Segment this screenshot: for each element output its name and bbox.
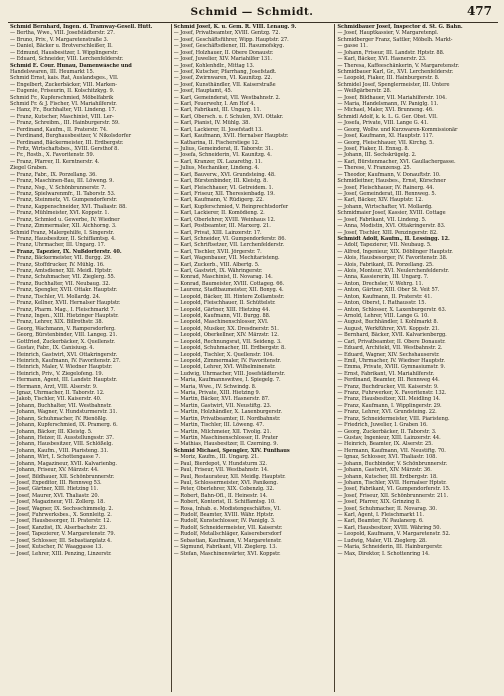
directory-entry: — Josef, Fiaker, II. Ennsg. 8. (337, 146, 410, 153)
directory-entry: — Rudolf, Metallschläger, Kaiserebersdorf (173, 531, 282, 538)
directory-entry: — Konrad, Baumeister, XVIII. Cottageg. 66. (173, 280, 285, 287)
directory-entry: — Bertha, Wwe., VIII. Josefstädterstr. 27. (10, 30, 115, 37)
directory-entry: — Georg, Wollw. und Kurzwaren-Kommissionär (337, 126, 458, 133)
directory-entry: — Julius, Gemeinderat, II. Taborstr. 31. (173, 146, 273, 153)
directory-entry: — Johann, Schuhmacher, IV. Rienößlg. (10, 415, 108, 422)
directory-entry: — Michael, Maler, XVI. Brunneng. 46. (337, 107, 434, 114)
directory-entry: — Alfred, Ingenieur, XIX. Döblinger Hauptstr. (337, 248, 453, 255)
directory-entry: — Johann, Wagner, V. Hundsturmerstr. 31. (10, 409, 118, 416)
directory-entry: — Martin, Maschinenschlosser, II. Prater (173, 435, 278, 441)
directory-entry: — Josefa, Private, VIII. Lange G. 41. (337, 120, 429, 127)
directory-entry: — Weißgärberstr. 28. (337, 88, 392, 95)
directory-entry: — Eduard, Schneider, VIII. Lerchenfelderstr. (10, 56, 124, 63)
directory-entry: — Leopold, Gärtner, XIII. Hietzing 44. (173, 306, 271, 313)
directory-entry: — Franz, Pharm. Mag., I. Fleischmarkt 7. (10, 306, 116, 313)
directory-entry: — Leopold, Kaufmann, V. Margaretenstr. 52. (337, 531, 451, 538)
directory-entry: — Johann, Kutscher, III. Erdbergstr. 18. (337, 473, 438, 480)
directory-entry: — Karl, Obersch. u. f. Schulen, XVI. Ottakr. (173, 113, 284, 120)
directory-entry: — Franz, Schneidermeister, VIII. Piaristeng. (337, 415, 450, 422)
directory-entry: — Johann, Gastwirt, XIV. Märzstr. 36. (337, 467, 432, 474)
directory-entry: — Leopold, Maschinenschlosser, XVI. (173, 319, 269, 326)
directory-entry: — Ferdinand, Bäckermeister, III. Erdbergstr. (10, 139, 124, 146)
directory-entry: — Johann, Wirtschafter, VI. Mollardg. (337, 203, 433, 210)
directory-entry: — Johann, Hausbesitzer, VIII. Schlößelg. (10, 441, 113, 448)
directory-entry: — Georg, Bürstenbinder, VIII. Langeg. 21. (10, 332, 118, 339)
directory-entry: — Franz, Schuhmacher, VII. Zieglerg. 55. (10, 274, 116, 281)
directory-entry: — Georg, Fleischhauer, VII. Kirchg. 5. (337, 139, 434, 146)
directory-entry: — Ferdinand, Burghausbesitzer, V. Nikolsdorfer (10, 133, 132, 140)
directory-entry: — Rudolf, Beamter, XVIII. Währ. Hptstr. (173, 512, 274, 519)
directory-entry: — Josef, Privatbeamter, XVIII. Gentzg. 72. (173, 30, 281, 37)
directory-entry: — Fr., Rostb., X. Favoritenstr. 59. (10, 152, 95, 159)
directory-entry: — Josef, Pfarrer, XIX. Grinzing 8. (337, 499, 421, 506)
directory-entry: — Josef, Fabrikant, VII. Lindeng. 5. (337, 216, 427, 223)
directory-entry: — Josef, Magazineur, VII. Zollerg. 18. (10, 499, 105, 506)
directory-entry: Ziegel Graben. (10, 165, 48, 172)
directory-entry: — Ernst, Fabrikant, VI. Mariahilferstr. (337, 370, 434, 377)
header-rule (8, 22, 498, 23)
directory-entry: — Franz, Ingen., XIII. Hietzinger Hauptstr. (10, 312, 119, 319)
directory-entry: — Paul, Bierdepot, V. Hundsturm 32. (173, 460, 267, 467)
directory-entry: — Josef, Kunsthändler, VII. Kaiserstraße (173, 81, 276, 88)
directory-entry: — Franz, Buchdrucker, VII. Kaiserstr. 9. (337, 383, 439, 390)
directory-entry: — Josef, Friseur, XII. Schönbrunnerstr. 211. (337, 492, 449, 499)
directory-entry: — Franz, Schmied u. Gewerbe, IV. Wiedner (10, 216, 120, 223)
directory-entry: — Leopold, Fiaker, III. Hainburgerstr. 8. (337, 75, 440, 82)
directory-entry: — Leopold, Musiker, XX. Dresdnerstr. 51. (173, 325, 279, 332)
directory-entry: — Josef, Hauptkassier, V. Margaretenpl. (337, 30, 439, 37)
directory-entry: — Karl, Kaufmann, XVII. Hernalser Hauptstr. (173, 133, 289, 140)
directory-entry: — Josef, Lehrer, XIII. Penzing, Linzerstr. (10, 550, 112, 557)
directory-entry: — Karl, Postbeamter, III. Marxerg. 21. (173, 223, 271, 230)
directory-entry: — Eduard, Architekt, VII. Westbahnstr. 2. (337, 345, 443, 352)
directory-entry: — Johann, Kupferschmied, IX. Pramerg. 6. (10, 422, 118, 429)
directory-entry: — Gottfried, Zuckerbäcker, X. Quellenstr. (10, 338, 115, 345)
directory-entry: — Josef, Schlosser, III. Sebastianplatz 4. (10, 537, 112, 544)
directory-entry: — Karl, Beamter, IV. Paulanerg. 6. (337, 518, 424, 525)
directory-entry: — Maria, Wwe., IV. Schwindg. 8. (173, 383, 257, 390)
directory-entry: — Paul, Schlossermeister, XVI. Panikeng. (173, 479, 278, 486)
directory-entry: Schmidt Adolf, Kaufm., II. Lessingg. 12. (337, 235, 450, 242)
directory-entry: — Daniel, Bäcker u. Brotverschleißer, II. (10, 43, 113, 50)
directory-entry: — Johann, Tischler, XVII. Hernalser Hptstr. (337, 479, 447, 486)
directory-entry: — Hermann, Kaufmann, VII. Neustiftg. 70. (337, 447, 446, 454)
directory-entry: — Johann, Heizer, II. Ausstellungsstr. 37. (10, 435, 114, 441)
directory-entry: — Eduard, Wagner, XIV. Sechshauserstr. (337, 351, 440, 358)
directory-entry: — Leopold, Schuhmacher, III. Erdbergstr. 8. (173, 345, 286, 352)
directory-entry: — Paul, Friseur, VII. Westbahnstr. 14. (173, 467, 269, 474)
directory-entry: — Franz, Maschinen-Bau, III. Löweng. 9. (10, 178, 114, 185)
directory-entry: — Robert, Kontorist, II. Schiffamtsg. 10. (173, 499, 276, 506)
directory-entry: — Josef, Kaufmann, XI. Hauptstr. 117. (337, 133, 434, 140)
directory-entry: Schmidl Adolf, k. k. L. G. Ger. Obst. VII. (337, 113, 438, 120)
directory-entry: — Maria, Kaufmannswitwe, I. Spiegelg. 7. (173, 377, 281, 384)
directory-entry: — Moriz, Kaufm., III. Ungarg. 21. (173, 454, 259, 461)
directory-entry: — Emil, Uhrmacher, IV. Wiedner Hauptstr. (337, 357, 445, 364)
directory-entry: — Franz, Hausbesitzer, XII. Meidling 14. (337, 396, 441, 403)
directory-entry: — Hanz, Fr., Buchhalter, VII. Lindeng. 17. (10, 107, 117, 114)
directory-entry: — Josef, Hauptamt, 45. (173, 88, 233, 95)
directory-entry: — Josef, Wagner, IX. Sechsschimmelg. 2. (10, 505, 114, 512)
directory-entry: — Therese, V. Franzensg. 25. (337, 165, 412, 172)
directory-entry: — Karl, Bäcker, XVI. Hasnerstr. 23. (337, 56, 427, 63)
directory-entry: — Franz, Hausbesitzer, II. Schiffamtsg. 4. (10, 235, 116, 242)
directory-entry: — Karl, Kupferschmied, V. Reinprechtsdorfer (173, 203, 289, 210)
directory-entry: Schmid Bernhard, Ingen. d. Tramway-Gesell. Hütt. (10, 24, 153, 30)
directory-entry: — Karl, Friseur, XII. Theresienbadg. 19. (173, 190, 275, 197)
directory-entry: — Karl, Kranzer, IX. Lazarethg. 11. (173, 158, 263, 165)
directory-entry: — Franz, Fabr., IX. Porzellang. 36. (10, 171, 97, 178)
directory-entry: — Eugenie, Friseurin, II. Kolschitzkyg. 9. (10, 88, 115, 95)
directory-entry: — Ludwig, Uhrmacher, VIII. Josefstädterstr. (173, 370, 285, 377)
directory-entry: — Josef, Hausbesorger, II. Praterstr. 12. (10, 518, 112, 525)
directory-entry: — Hermann, Agent, III. Landstr. Hauptstr. (10, 377, 117, 384)
directory-entry: — Josef, Tischler, XIII. Penzingerstr. 82. (337, 229, 438, 236)
directory-entry: — Karl, Fleischhauer, VI. Getreidem. 1. (173, 184, 274, 191)
column-2 (171, 24, 335, 692)
directory-entry: — Ludwig, Maler, VII. Zieglerg. 28. (337, 537, 427, 544)
directory-entry: — Ferdinand, Beamter, III. Rennweg 44. (337, 377, 440, 384)
directory-entry: — Josef, Gemeinderat, III. Rennweg. 5. (337, 190, 437, 197)
directory-entry: — gasse 11. (337, 43, 368, 50)
directory-entry: — August, Buchhändler, I. Kohlmarkt 8. (337, 319, 439, 326)
directory-entry: — Georg, Zuckerbäcker, II. Taborstr. 3. (337, 428, 437, 435)
directory-entry: — Leopold, Oberkellner, XIV. Märzstr. 12. (173, 332, 279, 339)
directory-entry: — Martin, Privatbeamter, II. Nordbahnstr. (173, 415, 281, 422)
directory-entry: — Konrad, Maschinist, II. Novarag. 14. (173, 274, 273, 281)
directory-entry: — Martin, Holzhändler, X. Laxenburgerstr. (173, 409, 282, 416)
directory-entry: Schmid Fr., Kupferschmied, Möbelfabrik (10, 94, 114, 101)
directory-entry: — Martin, Gastwirt, VII. Neustiftg. 23. (173, 402, 272, 409)
directory-entry: — Johann, Buchhalter, VII. Westbahnstr. (10, 402, 112, 409)
directory-entry: — Stefan, Maschinenwärter, XVI. Koppstr. (173, 550, 281, 557)
directory-entry: — Josef, Fleischhauer, IV. Rainerg. 44. (337, 184, 435, 191)
directory-entry: — Leopold, Rechnungsrat, VII. Seideng. 3. (173, 338, 282, 345)
directory-entry: — Johann, Friseur, III. Landstr. Hptstr. 88. (337, 49, 445, 56)
directory-entry: — Max, Direktor, I. Schottenring 14. (337, 550, 430, 557)
directory-entry: Schmidleitner, Hausbes., Ernst, Kürschner (337, 178, 446, 185)
directory-entry: — Karl, Lackierer, II. Komödieng. 2. (173, 210, 265, 217)
directory-entry: — Franz, Uhrmacher, III. Ungarg. 17. (10, 242, 106, 249)
directory-entry: — Johann, Wirt, I. Schottengasse 7. (10, 454, 101, 461)
directory-entry: — Heinrich, Beamter, IX. Alserstr. 25. (337, 441, 433, 448)
directory-entry: — Carl, Privatbeamter, II. Obere Donaustr. (337, 338, 446, 345)
directory-entry: — Franz, Lehrer, XVI. Grundsteing. 22. (337, 409, 437, 416)
directory-entry: — Franz, Steinmetz, VI. Gumpendorferstr. (10, 197, 118, 204)
directory-entry: — Karl, Wagenbauer, VII. Mechitaristeng. (173, 255, 280, 262)
directory-entry: — Leopold, Bäcker, III. Hintere Zollamtsstr. (173, 293, 285, 300)
directory-entry: — Franz, Spielwarenmfr., II. Taborstr. 53. (10, 190, 116, 197)
directory-entry: — Heinrich, Maler, V. Wiedner Hauptstr. (10, 364, 113, 371)
directory-entry: — Karl, Oberlehrer, XVIII. Weinhaus 12. (173, 216, 276, 223)
directory-entry: — Franz, Tischler, VI. Mollardg. 24. (10, 293, 101, 300)
directory-entry: — Karl, Schneider, VI. Gumpendorferstr. 86. (173, 235, 286, 242)
directory-entry: — Ferdinand, Kaufm., II. Praterstr. 74. (10, 126, 108, 133)
directory-entry: — Peter, Oberlehrer, XIX. Cobenzlg. 32. (173, 486, 275, 493)
directory-entry: — Franz, Kaufmann, I. Wipplingerstr. 29. (337, 402, 442, 409)
directory-entry: — Paul, Restaurateur, XII. Meidlg. Hauptstr. (173, 473, 286, 480)
directory-entry: — Engelbert, Zuckerbäcker, VIII. Marken- (10, 81, 117, 88)
running-head: Schmid — Schmidt. (190, 6, 314, 18)
directory-entry: — Johann, Bäcker, III. Kleistg. 5. (10, 428, 93, 435)
directory-entry: — Emma, Private, XVIII. Gymnasiumstr. 9. (337, 364, 446, 371)
directory-entry: — Ignaz, Uhrmacher, II. Taborstr. 12. (10, 390, 105, 397)
directory-entry: — Josef, Fabrikant, VI. Gumpendorferstr. 15. (337, 486, 451, 493)
directory-entry: — Karl, Hausbesitzer, XVIII. Währing 50. (337, 524, 441, 531)
directory-entry: — Maria, Private, XIII. Hietzing 9. (173, 390, 261, 397)
directory-entry: — Heinrich, Priv., V. Ziegelofeng. 19. (10, 370, 104, 377)
directory-entry: — Karl, Privat, XIII. Lainzerstr. 17. (173, 229, 262, 236)
directory-entry: — Theodor, Kaufmann, V. Donauftstr. 10. (337, 171, 441, 178)
directory-entry: Schmid E. Cour. Hunau, Damenwäsche und (10, 62, 132, 69)
directory-entry: — Leopold, Lehrer, XVI. Wilhelminenstr. (173, 364, 276, 371)
directory-entry: — Franz, Kappenschneider, XVI. Thaliastr. 88. (10, 203, 127, 210)
directory-entry: — Adolf, Tapezierer, VII. Neubaug. 5. (337, 242, 432, 249)
directory-entry: Schmid Josef, K. u. Gem. R. VIII. Lenaug. 9. (173, 24, 297, 30)
directory-entry: — Bernhard, Bäcker, XVII. Kalvarienbergg. (337, 332, 447, 339)
directory-entry: — Laurenz, Stadtbaumeister, XII. Bonyg. 4. (173, 287, 284, 294)
directory-entry: Handelswaren, III. Heumarkt 15. (10, 68, 95, 75)
directory-entry: — Franz, Amtsdiener, XII. Meidl. Hptstr. (10, 268, 113, 275)
directory-entry: Schmid Franz, Malergehilfe, I. Singerstr. (10, 229, 114, 236)
directory-entry: — Karl, Bäcker, XIV. Hauptstr. 12. (337, 197, 423, 204)
directory-entry: — Maria, Schneiderin, III. Hainburgerstr. (337, 544, 443, 551)
directory-entry: — Anna, Kassiererin, III. Ungarg. 7. (337, 274, 429, 281)
directory-entry: — Karl, Kaufmann, V. Rüdigerg. 22. (173, 197, 264, 204)
directory-entry: — Anna, Modistin, XVI. Ottakringerstr. 83. (337, 223, 446, 230)
directory-entry: — Anton, Kaufmann, II. Praterstr. 41. (337, 293, 433, 300)
directory-entry: — Franz, Stoffdrucker, IV. Mühlg. 16. (10, 261, 105, 268)
directory-entry: — Johann, Kaufm., VIII. Piaristeng. 31. (10, 447, 109, 454)
directory-entry: — Karl, Lackierer, II. Josefstadt 13. (173, 126, 263, 133)
directory-entry: — Franz, Zimmermaler, XII. Aichhorng. 3. (10, 223, 117, 230)
directory-entry: — Karl, Bauverw., XVI. Grundsteing. 48. (173, 171, 276, 178)
directory-entry: — Johann, Friseur, XV. Märzstr. 44. (10, 467, 99, 474)
directory-entry: — Franz, Lehrer, XIX. Billrothstr. 38. (10, 319, 104, 326)
directory-entry: — Johann, Magazineur, XVII. Kalvarienbg. (10, 460, 117, 467)
directory-entry: — Julius, Mechaniker, Lindeng. 4. (173, 165, 260, 172)
directory-entry: — Karl, Tischler, XVII. Jörgerstr. 7. (173, 248, 262, 255)
directory-entry: — Karl, Zuckerb., VIII. Albertg. 5. (173, 261, 260, 268)
directory-entry: Schmid Michael, Spengler, XIV. Fünfhaus (173, 447, 290, 454)
directory-entry: — Anton, Schlosser, X. Laxenburgerstr. 63. (337, 306, 447, 313)
directory-entry: — Friedrich, Juwelier, I. Graben 16. (337, 422, 428, 429)
directory-entry: — Rudolf, Kunstschlosser, IV. Paniglg. 3. (173, 518, 276, 525)
directory-entry: — Martin, Tischler, III. Löweng. 47. (173, 422, 264, 429)
directory-entry: — Sigmund, Fabrikant, VII. Zieglerg. 13. (173, 544, 277, 551)
directory-entry: — Katharina, II. Fischerstiege 12. (173, 139, 260, 146)
directory-entry: — Anton, Drechsler, V. Wehrg. 11. (337, 280, 424, 287)
directory-entry: — Theresa, Kaffeeschänkerin, V. Margaretenstr. (337, 62, 460, 69)
directory-entry: Schmidbauer Karl, Gr., XVI. Lerchenfelderstr. (337, 68, 454, 75)
directory-entry: — Martin, Milchmeier, XII. Tivolig. 21. (173, 428, 272, 435)
directory-entry: — Josef, Juwelier, XIV. Mariahilfer 131. (173, 56, 272, 63)
directory-entry: — Rosa, Inhab. e. Modistengeschäftes, VI. (173, 505, 281, 512)
directory-entry: — Johann, III. Sechskrügelg. 2. (337, 152, 417, 159)
directory-entry: — Josef, Fuhrwerksbes., X. Sonnleitg. 2. (10, 512, 112, 519)
directory-entry: — Josef, Tapezierer, V. Margaretenstr. 79. (10, 531, 116, 538)
directory-entry: — Franz, Kutscher, Maschinist, VIII. Ler- (10, 113, 114, 120)
directory-entry: — Jakob, Tischler, VII. Kaiserstr. 40. (10, 396, 102, 403)
directory-entry: — Josefa, Schneiderin, VI. Kaunitzg. 4. (173, 152, 272, 159)
directory-entry: — Josef, Zwirnwaren, VI. Kaunitzg. 22. (173, 75, 273, 82)
directory-entry: Schmidbauer Josef, Inspector d. St. G. Bahn. (337, 24, 463, 30)
directory-entry: — Karl, Gemeinderat, VII. Westbahnstr. 2. (173, 94, 281, 101)
directory-entry: — Josef, Schuhmacher, II. Novarag. 30. (337, 505, 437, 512)
column-3 (334, 24, 498, 692)
page-number: 477 (466, 4, 492, 18)
directory-entry: — Georg, Wachmann, V. Rampersdorferg. (10, 325, 116, 332)
directory-entry: — Josef, Kutscher, Pfarrhang, Josefstadt. (173, 68, 277, 75)
directory-entry: — Gustav, Fabr., IX. Canisiusg. 4. (10, 345, 95, 352)
directory-entry: — Josef, Gärtner, XIII. Hietzing 11. (10, 486, 99, 493)
directory-entry: Schmid Fr. & J. Fischer, VI. Mariahilferstr. (10, 101, 117, 108)
directory-entry: — Alois, Fabrikant, IX. Porzellang. 25. (337, 261, 434, 268)
columns-container (8, 24, 498, 692)
directory-entry: — Josef, Maurer, XVI. Thaliastr. 20. (10, 492, 100, 499)
directory-entry: — Ignaz, Schlosser, XVI. Thaliastr. 108. (337, 454, 437, 461)
directory-entry: — Franz, Kellner, XVII. Hernalser Hauptstr. (10, 300, 121, 307)
directory-entry: — Heinrich, Kaufmann, IV. Favoritenstr. 27. (10, 357, 121, 364)
directory-entry: — Edmund, Hausbesitzer, I. Wipplingerstr. (10, 49, 119, 56)
directory-entry: — Karl, Bürstenbinder, III. Kleistg. 8. (173, 178, 268, 185)
directory-entry: — Bruno, Priv., V. Margaretenstraße 3. (10, 36, 109, 43)
directory-entry: — Josef, Kanzlist, IX. Alserbachstr. 23. (10, 524, 107, 531)
directory-entry: — Johann, Buchbinder, V. Schönbrunnerstr. (337, 460, 448, 467)
directory-entry: — Franz, Mühlmeister, XVI. Koppstr. 1. (10, 210, 110, 217)
directory-entry: — Karl, Fabrikant, III. Ungarg. 11. (173, 107, 262, 114)
directory-entry: — Sebastian, Kaufmann, V. Margaretenstr. (173, 537, 282, 544)
directory-entry: — Karl, Pianist, IV. Mühlg. 38. (173, 120, 250, 127)
directory-entry: Schmidmaier Josef, Kassier, XVIII. Cottage (337, 210, 446, 217)
directory-entry: — Arnold, Lehrer, VIII. Lange G. 10. (337, 312, 429, 319)
directory-entry: — Gustav, Ingenieur, XIII. Lainzerstr. 44. (337, 435, 441, 441)
directory-entry: — Josef, Kohlenhdlr., Mittag 13. (173, 62, 255, 69)
directory-entry: — Franz, Schreibm., III. Hainburgerstr. 59. (10, 120, 120, 127)
page-header (10, 2, 494, 22)
directory-entry: — Karl, Gastwirt, IX. Währingerstr. (173, 268, 263, 275)
directory-entry: — Leopold, Zimmermaler, IV. Favoritenstr. (173, 357, 281, 364)
column-1 (8, 24, 171, 692)
directory-entry: — Franz, Pfarrer, II. Kerntnerstr. 4. (10, 158, 100, 165)
directory-entry: — August, Werkführer, XVI. Koppstr. 21. (337, 325, 440, 332)
directory-entry: — Fritz, Wirtschaftsbes., XVIII. Gersthof 8. (10, 146, 119, 153)
directory-entry: — Anton, Gärtner, XIII. Ober St. Veit 57. (337, 287, 440, 294)
directory-entry: — Maria, Handelsmann, IV. Paniglg. 11. (337, 101, 439, 108)
directory-entry: — Josef, Holzhauer, II. Obere Donaustr. (173, 49, 274, 56)
directory-entry: — Franz, Tapezier, IX. Nußdorferstr. 40. (10, 248, 122, 255)
directory-entry: — Franz, Fuhrwerker, X. Favoritenstr. 132. (337, 390, 447, 397)
directory-entry: — Karl, Agent, I. Fleischmarkt 11. (337, 512, 424, 519)
directory-entry: — Mathias, Hausbesitzer, II. Czerning. 9. (173, 441, 279, 448)
directory-entry: — Josef, Bildhauer, XII. Schönbrunnerstr. (10, 473, 115, 480)
directory-entry: — Hermann, Arzt, VIII. Alserstr. 9. (10, 383, 98, 390)
directory-entry: — Franz, Buchhalter, VII. Neubaug. 32. (10, 280, 111, 287)
directory-entry: — Martin, Bäcker, XVI. Hasnerstr. 87. (173, 396, 270, 403)
directory-entry: — Karl, Bürstenmacher, XVI. Gaullachergasse. (337, 158, 456, 165)
directory-entry: — Franz, Bäckermeister, VII. Burgg. 29. (10, 255, 112, 262)
directory-entry: — Karl, Feuerwehr, I. Am Hof 4. (173, 101, 255, 108)
directory-entry: — Karl, Schriftsetzer, VII. Lerchenfelderstr. (173, 242, 284, 249)
directory-entry: — Alois, Hausbesorger, IV. Favoritenstr. 38. (337, 255, 448, 262)
directory-entry: — Leopold, Fleischhauer, II. Schüttelstr. (173, 300, 276, 307)
directory-entry: — Josef, Expeditor, III. Rennweg 53. (10, 479, 102, 486)
directory-entry: — Anton, Oberst, I. Rathausstr. 15. (337, 300, 427, 307)
directory-entry: — Leopold, Tischler, X. Quellenstr. 104. (173, 351, 274, 358)
directory-entry: — Franz, Nsg., V. Schönbrunnerstr. 7. (10, 184, 106, 191)
directory-entry: — Franz, Spengler, XVII. Ottakr. Hauptstr. (10, 287, 118, 294)
directory-entry: — Leopold, Kaufmann, VII. Burgg. 88. (173, 312, 271, 319)
directory-entry: Schmidel Josef, Spenglermeister, III. Untere (337, 81, 450, 88)
directory-entry: — Robert, Bahn-Ofl., II. Heinestr. 14. (173, 492, 268, 499)
directory-entry: Schmidberger Franz, Sattler, Möbelh. Markt- (337, 36, 453, 43)
directory-entry: Schmid Ernst, kais. Rat, Auslandsges., VII. (10, 75, 119, 82)
directory-entry: — Rudolf, Schneidermeister, VII. Kaiserstr. (173, 524, 283, 531)
directory-entry: — Josef, Bildhauer, VII. Mariahilferstr. 104. (337, 94, 447, 101)
directory-entry: — Josef, Kutscher, IV. Waaggasse 13. (10, 544, 103, 551)
directory-entry: — Josef, Geschäftsdiener, III. Rasumofskyg. (173, 43, 285, 50)
directory-entry: — Heinrich, Gastwirt, XVI. Ottakringerstr. (10, 351, 118, 358)
directory-entry: — Alois, Monteur, XVI. Neulerchenfelderstr. (337, 268, 449, 275)
directory-entry: — Josef, Geschäftsführer, Wipp. Hauptstr. 27. (173, 36, 289, 43)
